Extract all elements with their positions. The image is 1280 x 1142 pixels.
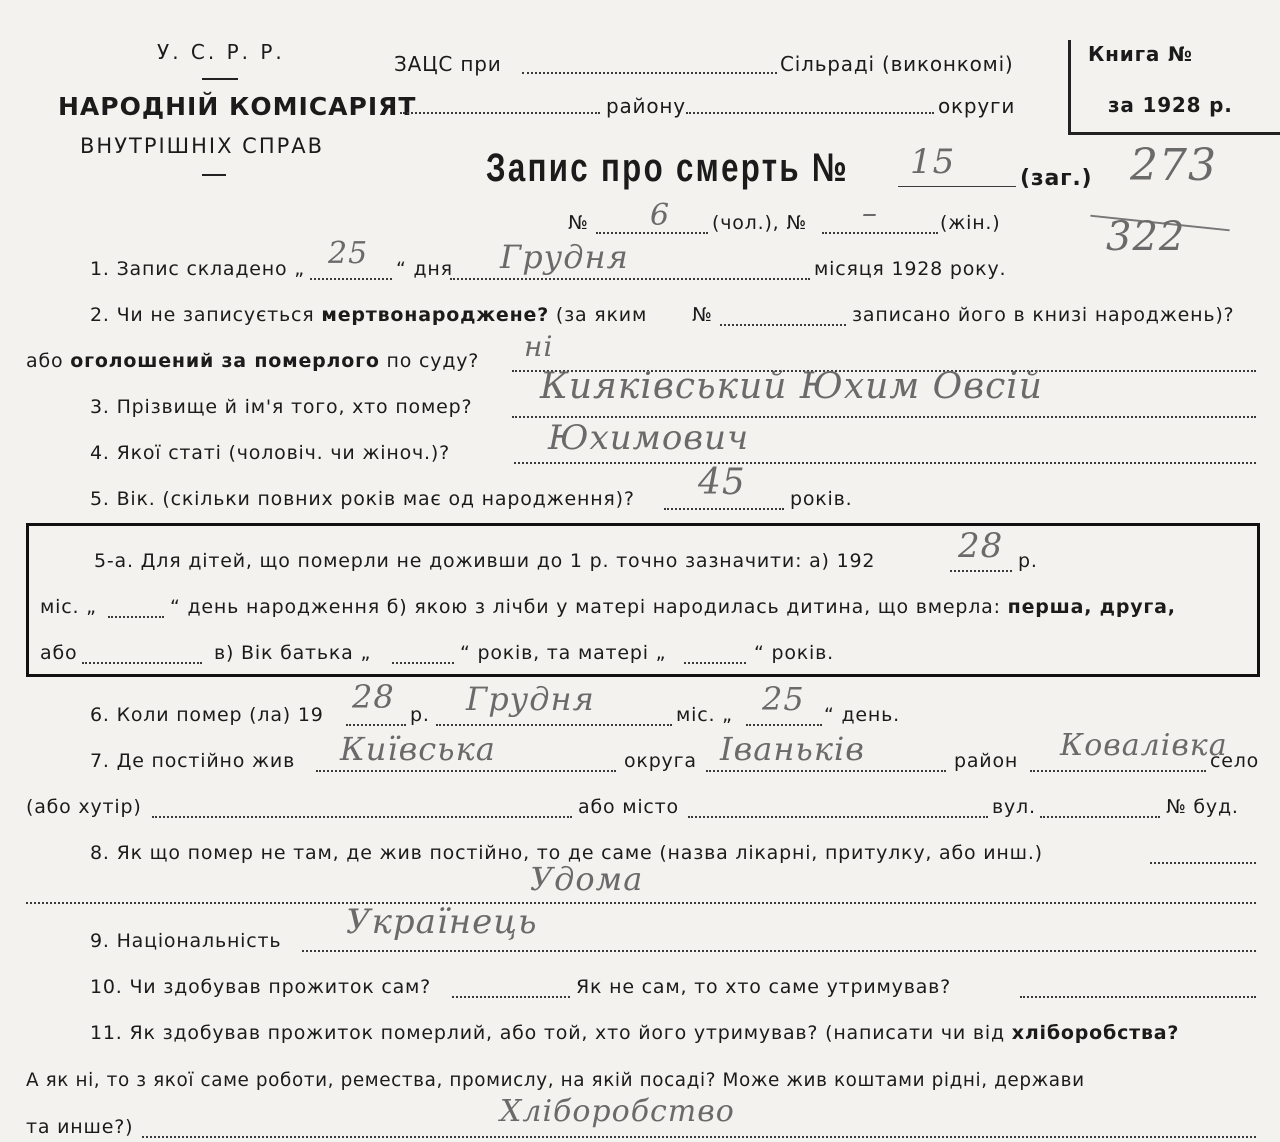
q7-label: 7. Де постійно жив xyxy=(90,750,296,772)
q2-text: 2. Чи не записується xyxy=(90,304,315,326)
q10-label: 10. Чи здобував прожиток сам? xyxy=(90,976,432,998)
q10-who-field[interactable] xyxy=(1020,996,1256,998)
zhin-label: (жін.) xyxy=(940,212,1001,234)
q5-age-field[interactable] xyxy=(664,508,784,510)
q10-self-field[interactable] xyxy=(452,996,570,998)
okrug-label: округи xyxy=(938,94,1016,118)
q2-court-label xyxy=(26,350,479,372)
q2-no-label: № xyxy=(692,304,713,326)
margin-number-top: 273 xyxy=(1130,140,1217,191)
q5a-year-field[interactable] xyxy=(950,570,1012,572)
q5-age-value: 45 xyxy=(698,462,746,503)
q10-who-label: Як не сам, то хто саме утримував? xyxy=(576,976,952,998)
q7-village-field[interactable] xyxy=(1030,770,1206,772)
zags-label: ЗАЦС при xyxy=(394,52,502,76)
q8-inline-field[interactable] xyxy=(1150,862,1256,864)
q2-declared-dead: оголошений за померлого xyxy=(70,350,380,372)
commissariat-label: НАРОДНІЙ КОМІСАРІЯТ xyxy=(58,92,417,121)
q7-street-field[interactable] xyxy=(1040,816,1160,818)
q5a-years-label: “ років. xyxy=(754,642,834,664)
silradi-label: Сільраді (виконкомі) xyxy=(780,52,1014,76)
q8-answer-field[interactable] xyxy=(26,902,1256,904)
rayon-label: району xyxy=(606,94,686,118)
q6-month-value: Грудня xyxy=(466,680,595,718)
q2-number-field[interactable] xyxy=(720,324,846,326)
q7-village-label: село xyxy=(1210,750,1260,772)
q2-answer-value: ні xyxy=(524,330,554,363)
q2-label xyxy=(90,304,647,326)
book-label: Книга № xyxy=(1088,42,1193,66)
q4-label: 4. Якої статі (чоловіч. чи жіноч.)? xyxy=(90,442,450,464)
q5a-label: 5-а. Для дітей, що померли не доживши до 1 р. точно зазначити: а) 192 xyxy=(94,550,876,572)
q7-rayon-label: район xyxy=(954,750,1019,772)
q11-answer-value: Хліборобство xyxy=(500,1094,735,1129)
book-year-label: за 1928 р. xyxy=(1108,93,1233,117)
q6-day-value: 25 xyxy=(762,680,805,718)
q3-label: 3. Прізвище й ім'я того, хто помер? xyxy=(90,396,473,418)
q9-label: 9. Національність xyxy=(90,930,282,952)
q7-building-label: № буд. xyxy=(1166,796,1239,818)
chol-number: 6 xyxy=(650,198,671,233)
q2-which: (за яким xyxy=(555,304,648,326)
q7-okrug-field[interactable] xyxy=(316,770,616,772)
q7-khutir-field[interactable] xyxy=(152,816,572,818)
q6-year-unit: р. xyxy=(410,704,430,726)
q7-city-label: або місто xyxy=(578,796,679,818)
q2-birth-book-label: записано його в книзі народжень)? xyxy=(852,304,1235,326)
q5-years-label: років. xyxy=(790,488,853,510)
q6-year-value: 28 xyxy=(352,678,395,716)
q3-answer-value: Кияківський Юхим Овсій xyxy=(540,366,1043,407)
q1-day-value: 25 xyxy=(328,236,369,271)
okrug-field[interactable] xyxy=(686,112,934,114)
record-number-line xyxy=(898,186,1016,187)
q5-label: 5. Вік. (скільки повних років має од народження)? xyxy=(90,488,635,510)
q8-answer-value: Удома xyxy=(530,860,644,898)
q1-month-value: Грудня xyxy=(500,238,629,276)
q7-street-label: вул. xyxy=(992,796,1036,818)
q7-city-field[interactable] xyxy=(688,816,988,818)
zhin-field[interactable] xyxy=(822,232,938,234)
divider xyxy=(202,78,238,80)
q5a-first-second: перша, друга, xyxy=(1007,596,1176,618)
q5a-or: або xyxy=(40,642,78,664)
q4-answer-value: Юхимович xyxy=(548,418,750,458)
q5a-mother-age-field[interactable] xyxy=(684,662,746,664)
q5a-day-field[interactable] xyxy=(108,616,164,618)
q11-line2: А як ні, то з якої саме роботи, ремества, промислу, на якій посаді? Може жив коштами рідні, держави xyxy=(26,1070,1085,1091)
q5a-father-age-field[interactable] xyxy=(392,662,454,664)
q5a-year-value: 28 xyxy=(958,526,1004,566)
q7-khutir-label: (або хутір) xyxy=(26,796,142,818)
q4-answer-field[interactable] xyxy=(514,462,1256,464)
q11-answer-field[interactable] xyxy=(142,1136,1256,1138)
q6-label: 6. Коли помер (ла) 19 xyxy=(90,704,324,726)
q6-day-label: “ день. xyxy=(824,704,900,726)
page-title: Запис про смерть № xyxy=(486,146,850,190)
margin-number-bottom: 322 xyxy=(1106,214,1186,260)
q5a-year-unit: р. xyxy=(1018,550,1038,572)
q6-year-field[interactable] xyxy=(346,724,406,726)
q5a-mother-age-label: “ років, та матері „ xyxy=(460,642,667,664)
chol-label: (чол.), № xyxy=(712,212,807,234)
divider xyxy=(202,174,226,176)
q5a-order-field[interactable] xyxy=(82,662,202,664)
q5a-birth-order-text: “ день народження б) якою з лічби у матері народилась дитина, що вмерла: xyxy=(170,596,1001,618)
q7-okrug-label: округа xyxy=(624,750,697,772)
q1-day-field[interactable] xyxy=(310,278,392,280)
q5a-father-age-label: в) Вік батька „ xyxy=(214,642,372,664)
zags-field[interactable] xyxy=(522,72,777,74)
q1-day-label: “ дня xyxy=(396,258,453,280)
q5a-birth-order-label xyxy=(170,596,1176,618)
q1-label: 1. Запис складено „ xyxy=(90,258,305,280)
q7-okrug-value: Київська xyxy=(340,730,496,768)
zhin-number: – xyxy=(862,196,878,231)
q7-rayon-field[interactable] xyxy=(706,770,946,772)
q5a-month-label: міс. „ xyxy=(40,596,97,618)
q11-text: 11. Як здобував прожиток померлий, або той, хто його утримував? (написати чи від xyxy=(90,1022,1005,1044)
q11-line3: та инше?) xyxy=(26,1116,134,1138)
q2-court: по суду? xyxy=(386,350,480,372)
ussr-label: У. С. Р. Р. xyxy=(157,40,285,64)
q9-answer-field[interactable] xyxy=(302,950,1256,952)
record-number: 15 xyxy=(910,142,956,182)
q1-year-label: місяця 1928 року. xyxy=(814,258,1007,280)
q7-village-value: Ковалівка xyxy=(1060,728,1228,763)
q9-answer-value: Українець xyxy=(346,902,538,942)
q11-farming: хліборобства? xyxy=(1011,1022,1180,1044)
zag-label: (заг.) xyxy=(1020,166,1093,191)
q2-stillborn: мертвонароджене? xyxy=(321,304,550,326)
q1-month-field[interactable] xyxy=(450,278,810,280)
no-label: № xyxy=(568,212,589,234)
q6-month-label: міс. „ xyxy=(676,704,733,726)
q11-label xyxy=(90,1022,1179,1044)
rayon-field[interactable] xyxy=(400,112,600,114)
q8-label: 8. Як що помер не там, де жив постійно, то де саме (назва лікарні, притулку, або инш.) xyxy=(90,842,1043,864)
q7-rayon-value: Іваньків xyxy=(720,730,865,768)
internal-affairs-label: ВНУТРІШНІХ СПРАВ xyxy=(80,134,325,158)
q2-or: або xyxy=(26,350,64,372)
q6-day-field[interactable] xyxy=(746,724,822,726)
q6-month-field[interactable] xyxy=(436,724,672,726)
